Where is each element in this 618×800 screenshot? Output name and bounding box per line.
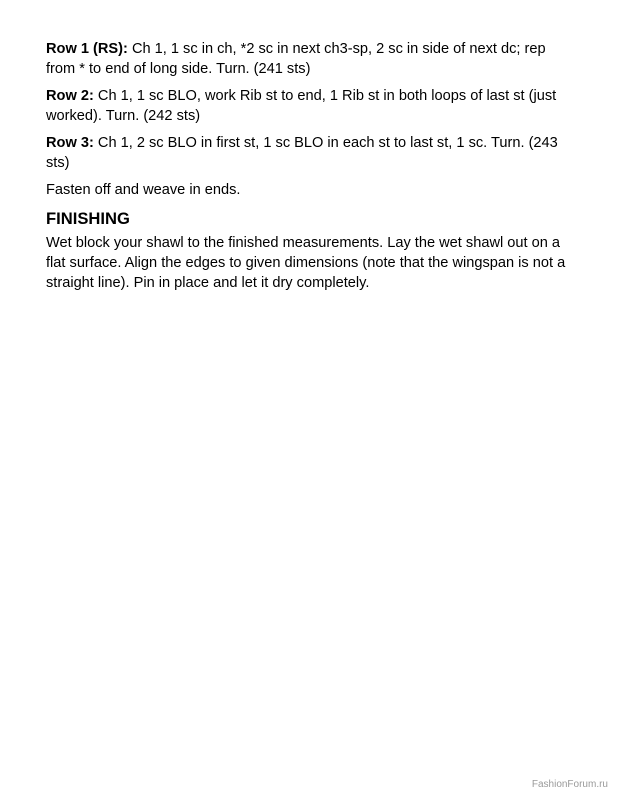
row-2-paragraph	[46, 86, 576, 126]
watermark-text: FashionForum.ru	[531, 779, 608, 790]
document-page	[46, 39, 576, 300]
row-3-label: Row 3:	[46, 135, 94, 151]
finishing-heading: FINISHING	[46, 209, 130, 228]
row-3-paragraph	[46, 133, 576, 173]
finishing-paragraph: Wet block your shawl to the finished measurements. Lay the wet shawl out on a flat surface. Align the edges to given dimensions (note that the wingspan is not a straight line). Pin in place and let it dry completely.	[46, 235, 566, 291]
row-2-label: Row 2:	[46, 88, 94, 104]
fasten-off-paragraph: Fasten off and weave in ends.	[46, 182, 241, 198]
row-1-text: Ch 1, 1 sc in ch, *2 sc in next ch3-sp, 2 sc in side of next dc; rep from * to end of long side. Turn. (241 sts)	[46, 41, 546, 77]
row-2-text: Ch 1, 1 sc BLO, work Rib st to end, 1 Rib st in both loops of last st (just worked). Turn. (242 sts)	[46, 88, 557, 124]
row-3-text: Ch 1, 2 sc BLO in first st, 1 sc BLO in each st to last st, 1 sc. Turn. (243 sts)	[46, 135, 558, 171]
row-1-label: Row 1 (RS):	[46, 41, 128, 57]
row-1-paragraph	[46, 39, 576, 79]
